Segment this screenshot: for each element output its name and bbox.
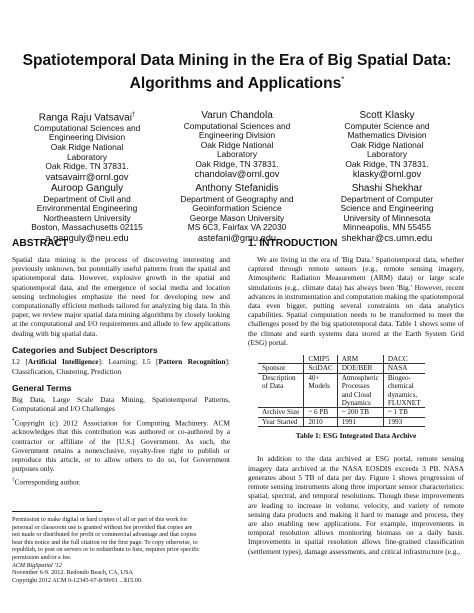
table-cell: 2010 <box>304 417 337 426</box>
intro-paragraph-1: We are living in the era of 'Big Data.' Spatiotemporal data, whether captured through remote sensors (e.g., remote sensing imagery, Atmospheric Radiation Measurement (ARM) data) or large scale simulations (e.g., climate data) has always been 'Big.' However, recent advances in instrumentation and computation making the spatiotemporal data even bigger, putting several constraints on data analytics capabilities. Spatial computation needs to be transformed to meet the challenges posed by the big spatiotemporal data. Table 1 shows some of the climate and earth systems data stored at the Earth System Grid (ESG) portal. <box>248 255 464 347</box>
author-affiliation-line: Oak Ridge, TN 37831. <box>345 158 429 169</box>
author-affiliation-line: Environmental Engineering <box>36 203 138 214</box>
intro-paragraph-2: In addition to the data archived at ESG portal, remote sensing imagery data archived at the NASA EOSDIS exceeds 3 PB. NASA generates about 5 TB of data per day. Figure 1 shows progression of remote sensing instruments along three important sensor characteristics: spatial, spectral, and temporal resolutions. Though these improvements are leading to increase in volume, velocity, and variety of remote sensing data products and making it hard to manage and process, they are also enabling new applications. For example, improvements in temporal resolution allows monitoring biomass on a daily basis. Improvements in spatial resolution allows fine-grained classification (settlement types), damage assessments, and critical infrastructure (e.g., <box>248 454 464 556</box>
general-terms-text: Big Data, Large Scale Data Mining, Spatiotemporal Patterns, Computational and I/O Challenges <box>12 395 230 414</box>
author-affiliation-line: Science and Engineering <box>340 203 434 214</box>
corresponding-footnote: †Corresponding author. <box>12 477 81 487</box>
author-affiliation-line: Laboratory <box>216 149 258 160</box>
abstract-heading: ABSTRACT <box>12 238 69 249</box>
categories-text: I.2 [Artificial Intelligence]: Learning; I.5 [Pattern Recognition]: Classification, Clustering, Prediction <box>12 357 230 376</box>
table-header-cell: DACC <box>383 355 424 364</box>
author-affiliation-line: Engineering Division <box>198 130 276 141</box>
author-email: vatsavairr@ornl.gov <box>45 171 129 182</box>
author-affiliation-line: Engineering Division <box>48 132 126 143</box>
abstract-text: Spatial data mining is the process of discovering interesting and previously unknown, but potentially useful patterns from the spatial and spatiotemporal data. However, explosive growth in the spatial and spatiotemporal data, and the emergence of social media and location sensing technologies emphasize the need for developing new and computationally efficient methods tailored for analyzing big data. In this paper, we review major spatial data mining algorithms by closely looking at the computational and I/O requirements and allude to few applications dealing with big spatial data. <box>12 255 230 338</box>
introduction-heading: 1. INTRODUCTION <box>248 238 338 249</box>
table-cell: Archive Size <box>258 408 304 417</box>
author-mark: † <box>131 112 136 118</box>
table-cell: DOE/BER <box>337 364 383 373</box>
left-column <box>12 238 230 584</box>
author-name: Anthony Stefanidis <box>195 183 279 194</box>
footnote-rule <box>12 511 102 512</box>
table-cell: 1991 <box>337 417 383 426</box>
title-footnote-mark: * <box>341 74 345 84</box>
permission-line: Permission to make digital or hard copies of all or part of this work for <box>12 516 188 523</box>
table-row <box>258 417 425 426</box>
author-affiliation-line: Department of Computer <box>340 193 434 204</box>
author-name: Scott Klasky <box>359 110 415 121</box>
esg-data-table <box>258 355 425 427</box>
author-affiliation-line: Northeastern University <box>43 212 131 223</box>
permission-line: permission and/or a fee. <box>12 553 72 561</box>
author-affiliation-line: Department of Civil and <box>43 193 131 204</box>
author-email: astefani@gmu.edu <box>197 232 277 243</box>
author-affiliation-line: Oak Ridge National <box>50 142 124 153</box>
author-affiliation-line: Laboratory <box>366 149 408 160</box>
table-header-cell <box>258 355 304 364</box>
table-header-cell: ARM <box>337 355 383 364</box>
author-affiliation-line: MS 6C3, Fairfax VA 22030 <box>187 222 287 233</box>
title-line-2: Algorithms and Applications <box>129 74 342 92</box>
categories-heading: Categories and Subject Descriptors <box>12 344 158 355</box>
author-affiliation-line: Oak Ridge National <box>350 139 424 150</box>
table-row <box>258 408 425 417</box>
venue-line: ACM BigSpatial '12 November 6-9. 2012. Redondo Beach, CA, USA <box>12 561 133 577</box>
permission-line: republish, to post on servers or to redistribute to lists, requires prior specific <box>12 546 200 554</box>
author-1 <box>162 110 312 180</box>
table-cell: ~ 200 TB <box>337 408 383 417</box>
table-cell: Biogeo- chemical dynamics, FLUXNET <box>383 373 424 408</box>
table-cell: SciDAC <box>304 364 337 373</box>
author-affiliation-line: Geoinformation Science <box>192 203 282 214</box>
author-affiliation-line: Oak Ridge National <box>200 139 274 150</box>
permission-notice <box>12 516 230 584</box>
category-term-ai: Artificial Intelligence <box>27 357 99 367</box>
permission-line: not made or distributed for profit or commercial advantage and that copies <box>12 531 197 539</box>
table-header-cell: CMIP5 <box>304 355 337 364</box>
author-affiliation-line: Computational Sciences and <box>183 120 291 131</box>
author-affiliation-line: Minneapolis, MN 55455 <box>343 222 431 233</box>
author-3 <box>12 183 162 244</box>
title-line-1: Spatiotemporal Data Mining in the Era of Big Spatial Data: <box>22 52 452 69</box>
author-name: Auroop Ganguly <box>50 183 124 194</box>
author-4 <box>162 183 312 244</box>
right-column <box>248 238 464 556</box>
table-cell: Year Started <box>258 417 304 426</box>
table-cell: Atmospheric Processes and Cloud Dynamics <box>337 373 383 408</box>
author-affiliation-line: Oak Ridge, TN 37831. <box>45 161 129 172</box>
author-name: Ranga Raju Vatsavai† <box>38 112 136 124</box>
author-name: Shashi Shekhar <box>351 183 423 194</box>
author-affiliation-line: George Mason University <box>189 212 285 223</box>
table-cell: 1993 <box>383 417 424 426</box>
table-cell: 40+ Models <box>304 373 337 408</box>
permission-line: personal or classroom use is granted without fee provided that copies are <box>12 523 193 531</box>
table-row <box>258 364 425 373</box>
author-0 <box>12 110 162 183</box>
author-email: a.ganguly@neu.edu <box>45 232 129 243</box>
table-cell: NASA <box>383 364 424 373</box>
acm-copyright-line: Copyright 2012 ACM 0-12345-67-8/90/01 ...$15.00. <box>12 576 143 584</box>
author-affiliation-line: Computational Sciences and <box>33 122 141 133</box>
author-email: chandolav@ornl.gov <box>194 169 280 180</box>
author-affiliation-line: Mathematics Division <box>347 130 427 141</box>
author-affiliation-line: Boston, Massachusetts 02115 <box>31 222 143 233</box>
author-5 <box>312 183 462 244</box>
table-row <box>258 373 425 408</box>
table-cell: ~ 1 TB <box>383 408 424 417</box>
permission-line: bear this notice and the full citation on the first page. To copy otherwise, to <box>12 538 198 546</box>
author-email: shekhar@cs.umn.edu <box>341 232 433 243</box>
author-affiliation-line: Department of Geography and <box>180 193 294 204</box>
copyright-footnote: *Copyright (c) 2012 Association for Computing Machinery. ACM acknowledges that this contribution was authored or co-authored by a contractor or affiliate of the [U.S.] Government. As such, the Government retains a nonexclusive, royalty-free right to publish or reproduce this article, or to allow others to do so, for Government purposes only. <box>12 418 230 474</box>
table-cell: Description of Data <box>258 373 304 408</box>
author-name: Varun Chandola <box>201 110 273 121</box>
author-email: klasky@ornl.gov <box>352 169 422 180</box>
general-terms-heading: General Terms <box>12 382 72 393</box>
table-cell: Sponsor <box>258 364 304 373</box>
table-cell: ~ 6 PB <box>304 408 337 417</box>
author-affiliation-line: Oak Ridge, TN 37831. <box>195 158 279 169</box>
author-affiliation-line: Computer Science and <box>344 120 430 131</box>
paper-title <box>10 52 464 93</box>
author-affiliation-line: University of Minnesota <box>343 212 431 223</box>
author-affiliation-line: Laboratory <box>66 151 108 162</box>
table-caption: Table 1: ESG Integrated Data Archive <box>295 431 417 441</box>
category-term-pr: Pattern Recognition <box>158 357 226 367</box>
author-2 <box>312 110 462 180</box>
